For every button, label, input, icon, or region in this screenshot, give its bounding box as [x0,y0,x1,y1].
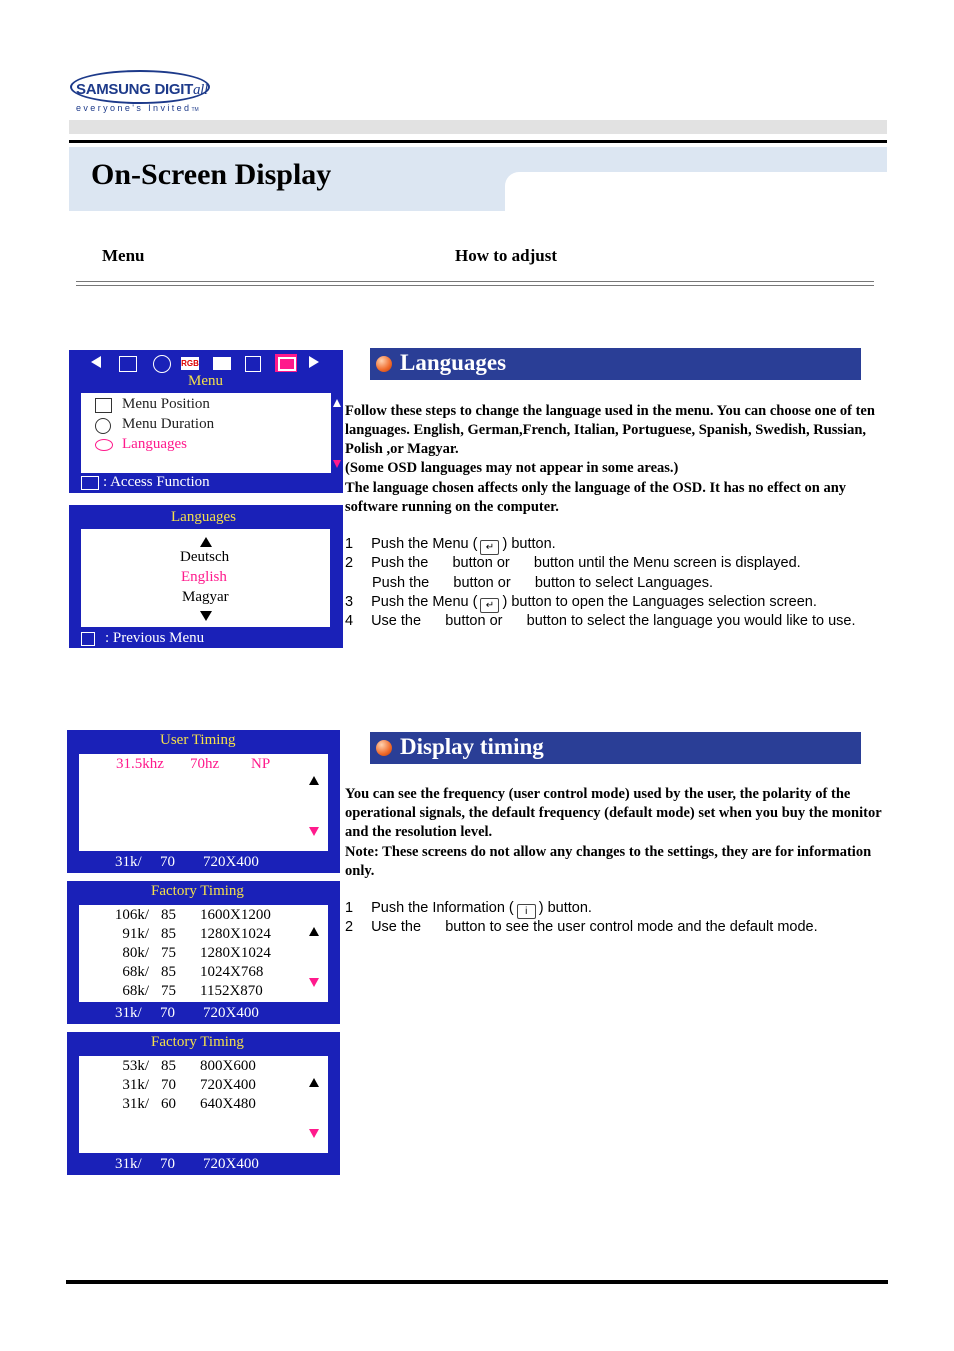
up-arrow-icon [309,927,319,936]
osd-menu-item: Menu Duration [122,416,215,432]
osd-factory-timing-title: Factory Timing [151,883,244,899]
title-rule [69,140,887,143]
timing-value: 31.5khz [116,756,164,772]
osd-user-timing-title: User Timing [160,732,236,748]
timing-resolution: 720X400 [200,1077,256,1093]
timing-resolution: 1280X1024 [200,945,271,961]
timing-footer: 70 [160,1156,175,1172]
moire-icon [213,357,231,370]
timing-freq: 91k/ [122,926,149,942]
timing-value: NP [251,756,271,772]
logo-brand: SAMSUNG DIGITall [76,81,208,98]
languages-step: 3 Push the Menu ( ↵ ) button to open the Languages selection screen. [345,594,817,611]
osd-factory-timing-body [79,905,328,1002]
rgb-icon: RGB [181,359,199,368]
timing-rate: 60 [161,1096,176,1112]
timing-rate: 75 [161,945,176,961]
up-arrow-icon [200,537,212,547]
timing-rate: 85 [161,907,176,923]
column-header-how: How to adjust [455,246,558,265]
up-arrow-icon [309,776,319,785]
timing-footer: 31k/ [115,1005,142,1021]
timing-resolution: 800X600 [200,1058,256,1074]
timing-freq: 31k/ [122,1096,149,1112]
osd-factory-timing-screen [67,881,340,1024]
display-timing-step: 1 Push the Information ( i ) button. [345,900,592,917]
timing-value: 70hz [190,756,220,772]
timing-rate: 85 [161,964,176,980]
title-band-notch [505,172,887,212]
osd-languages-list [81,529,330,627]
languages-icon [95,439,113,451]
down-arrow-icon [309,1129,319,1138]
bullet-icon [376,740,392,756]
timing-resolution: 1152X870 [200,983,263,999]
osd-menu-item-selected: Languages [122,436,187,452]
down-arrow-icon [309,827,319,836]
enter-key-icon: ↵ [480,540,499,555]
up-arrow-icon [309,1078,319,1087]
timing-freq: 68k/ [122,964,149,980]
menu-selected-icon [275,354,297,372]
menu-position-icon [95,398,112,413]
osd-menu-list [81,393,331,473]
osd-factory-timing-body [79,1056,328,1153]
languages-intro: Follow these steps to change the language used in the menu. You can choose one of ten languages. English, German,French, Italian, Portuguese, Spanish, Swedish, Russian, Polish ,or Magyar. [345,403,875,457]
timing-freq: 80k/ [122,945,149,961]
timing-footer: 70 [160,1005,175,1021]
timing-rate: 75 [161,983,176,999]
clock-icon [95,418,111,434]
display-timing-intro: You can see the frequency (user control mode) used by the user, the polarity of the operational signals, the default frequency (default mode) set when you buy the monitor and the resolution level. [345,786,882,840]
scroll-down-icon [333,460,341,468]
down-arrow-icon [309,978,319,987]
languages-note: (Some OSD languages may not appear in some areas.) [345,460,679,476]
language-option: Deutsch [180,549,230,565]
timing-freq: 106k/ [114,907,149,923]
languages-step: Push the button or button to select Languages. [372,575,713,591]
languages-step: 2 Push the button or button until the Menu screen is displayed. [345,555,801,571]
timing-resolution: 1024X768 [200,964,264,980]
osd-languages-screen [69,505,343,648]
languages-heading: Languages [370,348,861,380]
enter-key-icon: ↵ [480,598,499,613]
copy-icon [245,356,261,372]
scroll-up-icon [333,399,341,407]
header-rule [76,285,874,286]
timing-freq: 68k/ [122,983,149,999]
timing-resolution: 1600X1200 [200,907,271,923]
osd-menu-footer: : Access Function [103,474,210,490]
timing-freq: 31k/ [122,1077,149,1093]
header-rule [76,281,874,282]
column-header-menu: Menu [102,246,145,265]
timing-rate: 70 [161,1077,176,1093]
display-timing-heading: Display timing [370,732,861,764]
timing-rate: 85 [161,926,176,942]
enter-icon [81,476,99,490]
timing-footer: 720X400 [203,854,259,870]
samsung-logo [70,70,215,118]
timing-rate: 85 [161,1058,176,1074]
languages-step: 1 Push the Menu ( ↵ ) button. [345,536,556,553]
timing-footer: 31k/ [115,854,142,870]
bullet-icon [376,356,392,372]
timing-footer: 70 [160,854,175,870]
osd-factory-timing-title: Factory Timing [151,1034,244,1050]
info-key-icon: i [517,904,536,919]
display-timing-note: Note: These screens do not allow any changes to the settings, they are for information only. [345,844,872,879]
position-icon [119,356,137,372]
osd-languages-title: Languages [171,509,236,525]
footer-rule [66,1280,888,1284]
header-bar [69,120,887,134]
display-timing-step: 2 Use the button to see the user control mode and the default mode. [345,919,818,935]
left-arrow-icon [91,356,101,368]
timing-footer: 720X400 [203,1156,259,1172]
down-arrow-icon [200,611,212,621]
timing-footer: 720X400 [203,1005,259,1021]
language-option: Magyar [182,589,229,605]
timing-resolution: 1280X1024 [200,926,271,942]
osd-factory-timing-screen [67,1032,340,1175]
languages-effect: The language chosen affects only the language of the OSD. It has no effect on any software running on the computer. [345,480,847,515]
languages-step: 4 Use the button or button to select the language you would like to use. [345,613,856,629]
osd-menu-screen [69,350,343,493]
timing-resolution: 640X480 [200,1096,256,1112]
timing-footer: 31k/ [115,1156,142,1172]
language-option-selected: English [181,569,227,585]
osd-user-timing-body [79,754,328,851]
right-arrow-icon [309,356,319,368]
logo-tagline: everyone's InvitedTM [76,103,199,113]
exit-icon [81,632,95,646]
osd-menu-title: Menu [188,373,223,389]
osd-user-timing-screen [67,730,340,873]
page-title: On-Screen Display [91,158,332,191]
osd-languages-footer: : Previous Menu [105,630,205,646]
osd-menu-item: Menu Position [122,396,210,412]
geometry-icon [153,355,171,373]
timing-freq: 53k/ [122,1058,149,1074]
